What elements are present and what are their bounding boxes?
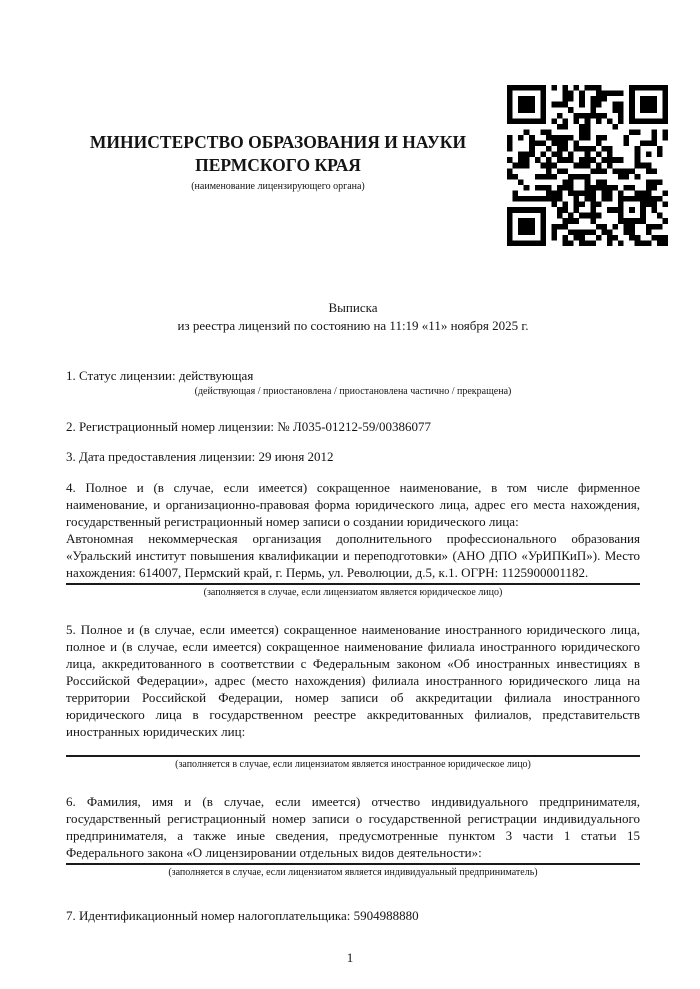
foreign-entity-label: 5. Полное и (в случае, если имеется) сокращенное наименование иностранного юридического лица, полное и (в случае, если имеется) сокращенное наименование филиала иностранного юридического лица, аккредитованного в соответствии с Федеральным законом «Об иностранных инвестициях в Российской Федерации», адрес (место нахождения) филиала иностранного юридического лица на территории Российской Федерации, номер записи об аккредитации филиала иностранного юридического лица в государственном реестре аккредитованных филиалов, представительств иностранных юридических лиц:	[66, 622, 640, 739]
entrepreneur-underline	[66, 863, 640, 865]
document-title	[66, 299, 640, 335]
legal-entity-value: Автономная некоммерческая организация дополнительного профессионального образования «Уральский институт повышения квалификации и переподготовки» (АНО ДПО «УрИПКиП»). Место нахождения: 614007, Пермский край, г. Пермь, ул. Революции, д.5, к.1. ОГРН: 1125900001182.	[66, 531, 640, 580]
ministry-name-line1: МИНИСТЕРСТВО ОБРАЗОВАНИЯ И НАУКИ	[89, 132, 467, 152]
entrepreneur-label: 6. Фамилия, имя и (в случае, если имеется) отчество индивидуального предпринимателя, государственный регистрационный номер записи о государственной регистрации индивидуального предпринимателя, а также иные сведения, предусмотренные пунктом 3 части 1 статьи 15 Федерального закона «О лицензировании отдельных видов деятельности»:	[66, 794, 640, 860]
ministry-name-line2: ПЕРМСКОГО КРАЯ	[195, 155, 361, 175]
license-date-text: 3. Дата предоставления лицензии: 29 июня 2012	[66, 449, 334, 464]
entrepreneur-section	[66, 793, 640, 879]
foreign-entity-section	[66, 621, 640, 771]
legal-entity-underline	[66, 583, 640, 585]
ministry-caption: (наименование лицензирующего органа)	[191, 181, 365, 192]
taxpayer-id-section	[66, 907, 640, 924]
page-number: 1	[346, 950, 354, 965]
taxpayer-id-text: 7. Идентификационный номер налогоплательщика: 5904988880	[66, 908, 419, 923]
entrepreneur-note: (заполняется в случае, если лицензиатом является индивидуальный предприниматель)	[168, 867, 538, 878]
license-status-note: (действующая / приостановлена / приостановлена частично / прекращена)	[194, 386, 512, 397]
foreign-entity-note: (заполняется в случае, если лицензиатом является иностранное юридическое лицо)	[175, 759, 531, 770]
foreign-entity-value	[66, 740, 640, 753]
registration-number-text: 2. Регистрационный номер лицензии: № Л035-01212-59/00386077	[66, 419, 432, 434]
ministry-header	[66, 131, 490, 193]
license-status-section	[66, 367, 640, 398]
license-date-section	[66, 448, 640, 465]
legal-entity-section	[66, 479, 640, 599]
title-line1: Выписка	[328, 300, 378, 315]
license-status-text: 1. Статус лицензии: действующая	[66, 368, 254, 383]
qr-code-icon	[507, 85, 668, 246]
registration-number-section	[66, 418, 640, 435]
foreign-entity-underline	[66, 755, 640, 757]
legal-entity-note: (заполняется в случае, если лицензиатом является юридическое лицо)	[203, 587, 503, 598]
title-line2: из реестра лицензий по состоянию на 11:19 «11» ноября 2025 г.	[177, 318, 529, 333]
legal-entity-label: 4. Полное и (в случае, если имеется) сокращенное наименование, в том числе фирменное наименование, и организационно-правовая форма юридического лица, адрес его места нахождения, государственный регистрационный номер записи о создании юридического лица:	[66, 480, 640, 529]
